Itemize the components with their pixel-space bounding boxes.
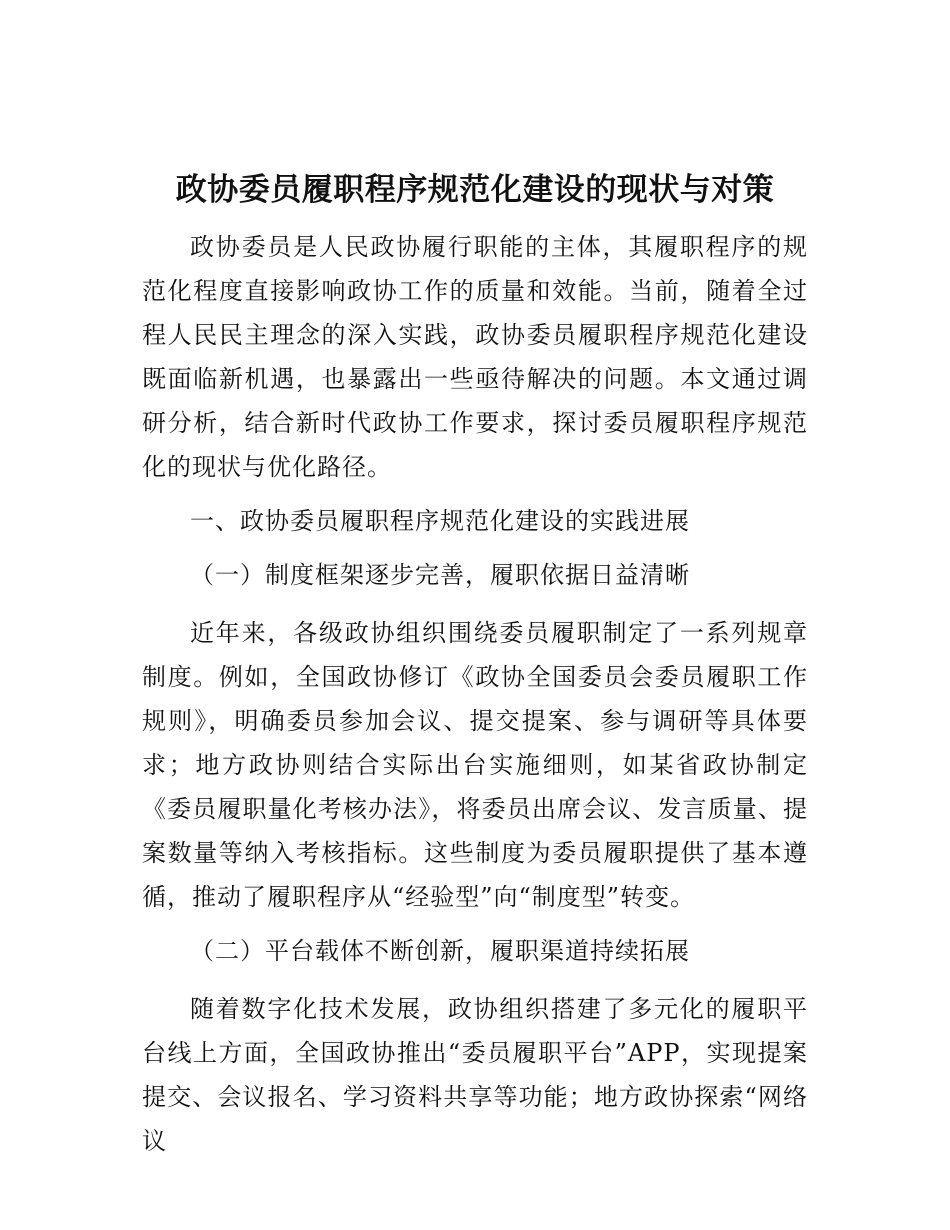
subsection-heading: （一）制度框架逐步完善，履职依据日益清晰 xyxy=(190,561,690,589)
subsection-paragraph: 近年来，各级政协组织围绕委员履职制定了一系列规章制度。例如，全国政协修订《政协全国委员会委员履职工作规则》，明确委员参加会议、提交提案、参与调研等具体要求；地方政协则结合实际出台实施细则，如某省政协制定《委员履职量化考核办法》，将委员出席会议、发言质量、提案数量等纳入考核指标。这些制度为委员履职提供了基本遵循，推动了履职程序从“经验型”向“制度型”转变。 xyxy=(142,619,808,911)
subsection-heading: （二）平台载体不断创新，履职渠道持续拓展 xyxy=(190,937,690,965)
subsection-paragraph: 随着数字化技术发展，政协组织搭建了多元化的履职平台线上方面，全国政协推出“委员履职平台”APP，实现提案提交、会议报名、学习资料共享等功能；地方政协探索“网络议 xyxy=(142,995,808,1155)
intro-paragraph: 政协委员是人民政协履行职能的主体，其履职程序的规范化程度直接影响政协工作的质量和效能。当前，随着全过程人民民主理念的深入实践，政协委员履职程序规范化建设既面临新机遇，也暴露出一些亟待解决的问题。本文通过调研分析，结合新时代政协工作要求，探讨委员履职程序规范化的现状与优化路径。 xyxy=(142,233,808,481)
document-body xyxy=(142,165,808,1163)
document-title: 政协委员履职程序规范化建设的现状与对策 xyxy=(175,172,775,208)
section-heading: 一、政协委员履职程序规范化建设的实践进展 xyxy=(190,507,690,535)
